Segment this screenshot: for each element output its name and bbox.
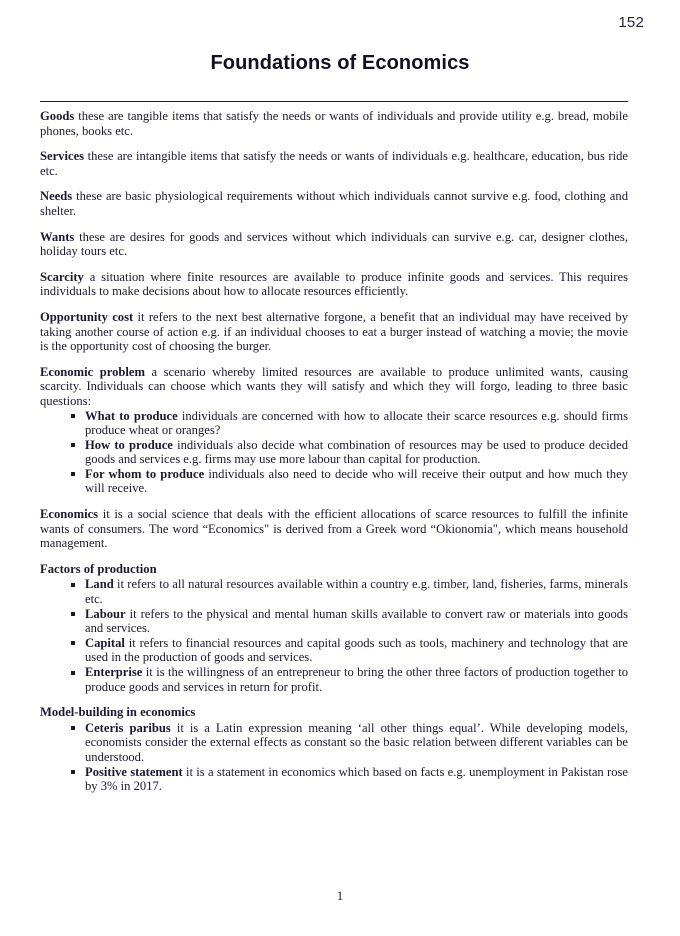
term-label: Economics [40,507,99,522]
term-label: Services [40,149,85,164]
list-item-text: it refers to all natural resources available within a country e.g. timber, land, fisheries, farms, minerals etc. [85,577,628,607]
square-bullet-icon [71,472,75,476]
term-label: Opportunity cost [40,309,134,324]
term-label: For whom to produce [85,466,205,481]
square-bullet-icon [71,726,75,730]
definition-needs [40,189,628,218]
term-label: Ceteris paribus [85,720,171,735]
definition-text: a situation where finite resources are available to produce infinite goods and services. This requires individuals to make decisions about how to allocate resources efficiently. [40,269,628,299]
definition-text: these are basic physiological requirements without which individuals cannot survive e.g. food, clothing and shelter. [40,189,628,218]
definition-wants [40,230,628,259]
list-item [40,721,628,765]
square-bullet-icon [71,443,75,447]
term-label: Land [85,577,114,592]
definition-text: a scenario whereby limited resources are available to produce unlimited wants, causing scarcity. Individuals can choose which wants they will satisfy and which they will forgo, leading to three basic questions: [40,364,628,408]
definition-text: it is a social science that deals with the efficient allocations of scarce resources to fulfill the infinite wants of consumers. The word “Economics" is derived from a Greek word “Okionomia", which means household management. [40,507,628,551]
square-bullet-icon [71,770,75,774]
definition-text: these are intangible items that satisfy the needs or wants of individuals e.g. healthcare, education, bus ride etc. [40,149,628,178]
term-label: Economic problem [40,364,145,379]
section-heading-model-building: Model-building in economics [40,705,196,720]
term-label: Scarcity [40,269,84,284]
definition-text: it refers to the next best alternative forgone, a benefit that an individual may have received by taking another course of action e.g. if an individual chooses to eat a burger instead of watching a movie; the movie is the opportunity cost of choosing the burger. [40,309,628,354]
term-label: Positive statement [85,764,183,779]
term-label: Capital [85,635,125,650]
section-heading-factors-of-production: Factors of production [40,561,157,576]
list-item-text: individuals also decide what combination of resources may be used to produce decided goods and services e.g. firms may use more labour than capital for production. [85,437,628,467]
definition-opportunity-cost [40,310,628,354]
definition-text: these are desires for goods and services without which individuals can survive e.g. car, designer clothes, holiday tours etc. [40,229,628,259]
list-item-text: it is a statement in economics which based on facts e.g. unemployment in Pakistan rose by 3% in 2017. [85,764,628,794]
list-item-text: it refers to financial resources and capital goods such as tools, machinery and technology that are used in the production of goods and services. [85,635,628,665]
square-bullet-icon [71,612,75,616]
list-item [40,607,628,636]
term-label: Goods [40,109,75,123]
square-bullet-icon [71,414,75,418]
page-number-header: 152 [618,14,644,31]
square-bullet-icon [71,641,75,645]
term-label: Labour [85,606,126,621]
square-bullet-icon [71,583,75,587]
list-item-text: individuals also need to decide who will receive their output and how much they will receive. [85,466,628,496]
definition-services [40,149,628,178]
list-item [40,765,628,794]
model-building-list [40,721,628,794]
document-body [40,109,628,805]
list-item [40,438,628,467]
page-number-footer: 1 [336,889,344,903]
header-divider [40,101,628,102]
term-label: How to produce [85,437,173,452]
list-item [40,409,628,438]
list-item-text: it is a Latin expression meaning ‘all other things equal’. While developing models, economists consider the external effects as constant so the basic relation between different variables can be understood. [85,720,629,764]
square-bullet-icon [71,671,75,675]
list-item-text: it refers to the physical and mental human skills available to convert raw or materials into goods and services. [85,606,628,636]
definition-economic-problem [40,365,628,409]
term-label: Wants [40,229,75,244]
definition-economics [40,507,628,551]
factors-of-production-list [40,577,628,694]
list-item [40,636,628,665]
term-label: Needs [40,189,73,204]
definition-goods [40,109,628,138]
basic-questions-list [40,409,628,497]
page-title: Foundations of Economics [210,52,470,74]
definition-scarcity [40,270,628,299]
definition-text: these are tangible items that satisfy the needs or wants of individuals and provide utility e.g. bread, mobile phones, books etc. [40,109,628,138]
list-item [40,467,628,496]
list-item-text: it is the willingness of an entrepreneur to bring the other three factors of production together to produce goods and services in return for profit. [85,665,628,694]
term-label: What to produce [85,408,178,423]
list-item [40,577,628,606]
term-label: Enterprise [85,665,143,679]
list-item-text: individuals are concerned with how to allocate their scarce resources e.g. should firms produce wheat or oranges? [85,408,628,438]
list-item [40,665,628,694]
